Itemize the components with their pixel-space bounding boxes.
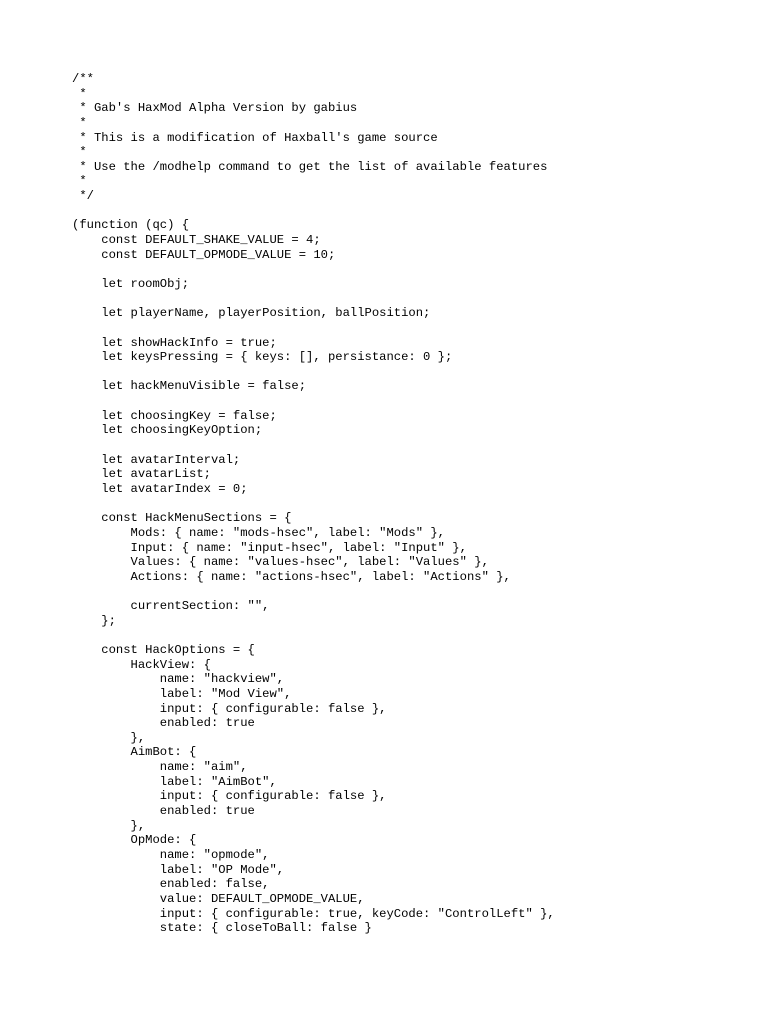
- code-line: let roomObj;: [72, 276, 190, 291]
- code-line: [72, 262, 752, 277]
- code-line: let keysPressing = { keys: [], persistance: 0 };: [72, 350, 453, 365]
- code-line: input: { configurable: false },: [72, 701, 387, 716]
- code-line: value: DEFAULT_OPMODE_VALUE,: [72, 891, 365, 906]
- code-line: /**: [72, 72, 94, 86]
- code-line: enabled: true: [72, 804, 255, 819]
- code-line: [72, 365, 752, 380]
- code-line: HackView: {: [72, 657, 211, 672]
- code-line: label: "AimBot",: [72, 774, 277, 789]
- code-line: let choosingKey = false;: [72, 408, 277, 423]
- code-line: *: [72, 145, 87, 160]
- code-line: *: [72, 115, 87, 130]
- code-line: Mods: { name: "mods-hsec", label: "Mods" },: [72, 525, 445, 540]
- code-line: label: "Mod View",: [72, 686, 292, 701]
- code-line: (function (qc) {: [72, 218, 190, 233]
- code-line: [72, 394, 752, 409]
- code-line: const DEFAULT_OPMODE_VALUE = 10;: [72, 247, 336, 262]
- code-line: [72, 321, 752, 336]
- code-line: [72, 584, 752, 599]
- code-line: */: [72, 189, 94, 204]
- code-line: enabled: true: [72, 716, 255, 731]
- code-line: [72, 438, 752, 453]
- code-line: state: { closeToBall: false }: [72, 921, 372, 936]
- code-line: let playerName, playerPosition, ballPosition;: [72, 306, 431, 321]
- code-line: AimBot: {: [72, 745, 197, 760]
- code-line: },: [72, 818, 146, 833]
- code-line: const HackMenuSections = {: [72, 511, 292, 526]
- code-line: * This is a modification of Haxball's game source: [72, 130, 438, 145]
- code-line: label: "OP Mode",: [72, 862, 285, 877]
- code-line: OpMode: {: [72, 833, 197, 848]
- code-line: * Gab's HaxMod Alpha Version by gabius: [72, 101, 358, 116]
- code-line: const HackOptions = {: [72, 642, 255, 657]
- code-line: let avatarList;: [72, 467, 211, 482]
- code-line: currentSection: "",: [72, 599, 270, 614]
- code-line: let avatarIndex = 0;: [72, 481, 248, 496]
- code-line: name: "hackview",: [72, 672, 285, 687]
- code-line: *: [72, 174, 87, 189]
- code-line: input: { configurable: true, keyCode: "ControlLeft" },: [72, 906, 555, 921]
- code-line: let hackMenuVisible = false;: [72, 379, 307, 394]
- code-line: [72, 204, 752, 219]
- code-line: [72, 497, 752, 512]
- code-line: [72, 292, 752, 307]
- code-line: let choosingKeyOption;: [72, 423, 263, 438]
- code-line: Values: { name: "values-hsec", label: "Values" },: [72, 555, 489, 570]
- code-line: };: [72, 613, 116, 628]
- code-line: Actions: { name: "actions-hsec", label: "Actions" },: [72, 569, 511, 584]
- code-line: let showHackInfo = true;: [72, 335, 277, 350]
- code-line: Input: { name: "input-hsec", label: "Input" },: [72, 540, 467, 555]
- code-line: name: "opmode",: [72, 847, 270, 862]
- code-line: input: { configurable: false },: [72, 789, 387, 804]
- code-line: *: [72, 86, 87, 101]
- code-line: const DEFAULT_SHAKE_VALUE = 4;: [72, 233, 321, 248]
- code-line: enabled: false,: [72, 877, 270, 892]
- code-line: let avatarInterval;: [72, 452, 241, 467]
- code-document: [72, 72, 752, 936]
- code-line: [72, 628, 752, 643]
- code-line: },: [72, 730, 146, 745]
- code-line: * Use the /modhelp command to get the list of available features: [72, 159, 548, 174]
- code-line: name: "aim",: [72, 760, 248, 775]
